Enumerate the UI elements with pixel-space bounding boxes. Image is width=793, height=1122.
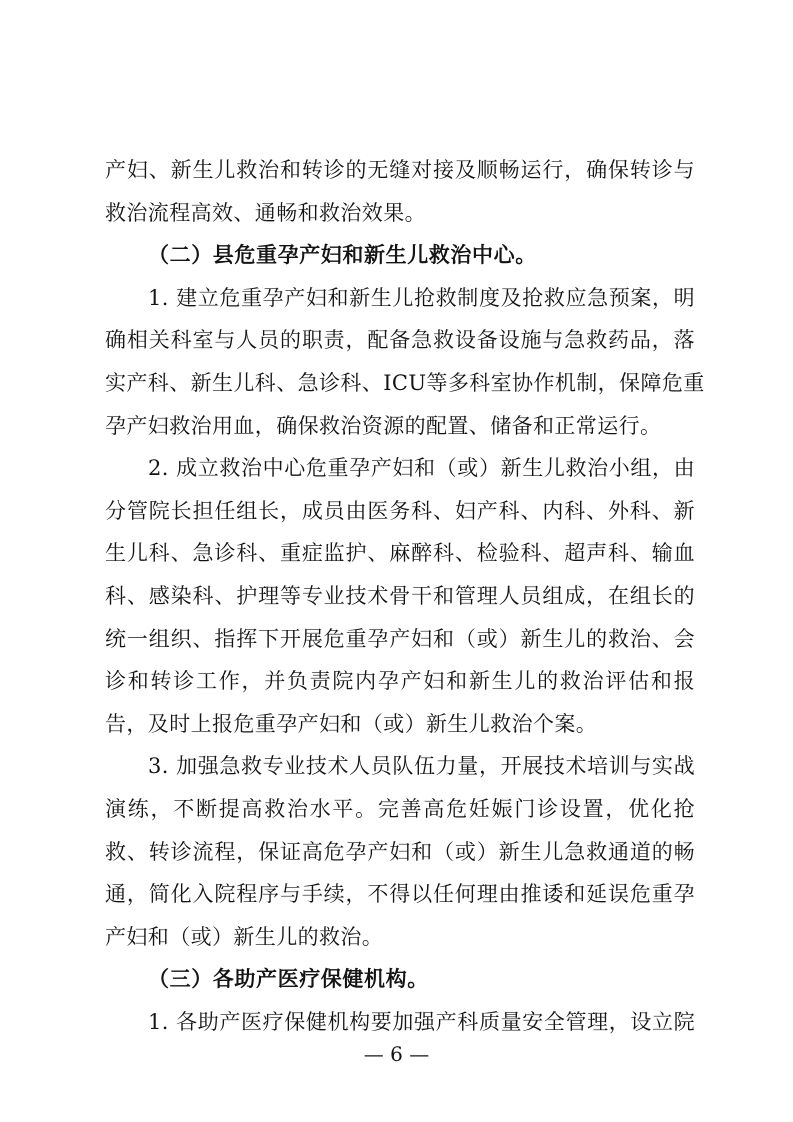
paragraph-last-line: 孕产妇救治用血，确保救治资源的配置、储备和正常运行。 (105, 413, 662, 438)
paragraph-first-line: 3. 加强急救专业技术人员队伍力量，开展技术培训与实战 (148, 754, 695, 779)
body-line: 科、感染科、护理等专业技术骨干和管理人员组成，在组长的 (105, 584, 695, 608)
body-line: 确相关科室与人员的职责，配备急救设备设施与急救药品，落 (105, 328, 695, 353)
body-line: 统一组织、指挥下开展危重孕产妇和（或）新生儿的救治、会 (105, 626, 695, 651)
body-line: 通，简化入院程序与手续，不得以任何理由推诿和延误危重孕 (105, 882, 695, 907)
body-line: 分管院长担任组长，成员由医务科、妇产科、内科、外科、新 (105, 498, 695, 523)
section-heading: （二）县危重孕产妇和新生儿救治中心。 (148, 243, 537, 268)
body-line: 诊和转诊工作，并负责院内孕产妇和新生儿的救治评估和报 (105, 669, 695, 694)
paragraph-last-line: 告，及时上报危重孕产妇和（或）新生儿救治个案。 (105, 711, 598, 736)
body-line: 产妇、新生儿救治和转诊的无缝对接及顺畅运行，确保转诊与 (105, 158, 695, 182)
paragraph-last-line: 救治流程高效、通畅和救治效果。 (105, 200, 426, 225)
page-number: — 6 — (363, 1042, 430, 1066)
paragraph-first-line: 1. 建立危重孕产妇和新生儿抢救制度及抢救应急预案，明 (148, 285, 695, 310)
paragraph-first-line: 1. 各助产医疗保健机构要加强产科质量安全管理，设立院 (148, 1010, 695, 1034)
body-line: 生儿科、急诊科、重症监护、麻醉科、检验科、超声科、输血 (105, 541, 695, 566)
body-line: 演练，不断提高救治水平。完善高危妊娠门诊设置，优化抢 (105, 797, 695, 821)
paragraph-first-line: 2. 成立救治中心危重孕产妇和（或）新生儿救治小组，由 (148, 456, 695, 481)
body-line: 实产科、新生儿科、急诊科、ICU等多科室协作机制，保障危重 (105, 371, 705, 395)
paragraph-last-line: 产妇和（或）新生儿的救治。 (105, 924, 384, 949)
section-heading: （三）各助产医疗保健机构。 (148, 967, 429, 992)
body-line: 救、转诊流程，保证高危孕产妇和（或）新生儿急救通道的畅 (105, 839, 695, 864)
